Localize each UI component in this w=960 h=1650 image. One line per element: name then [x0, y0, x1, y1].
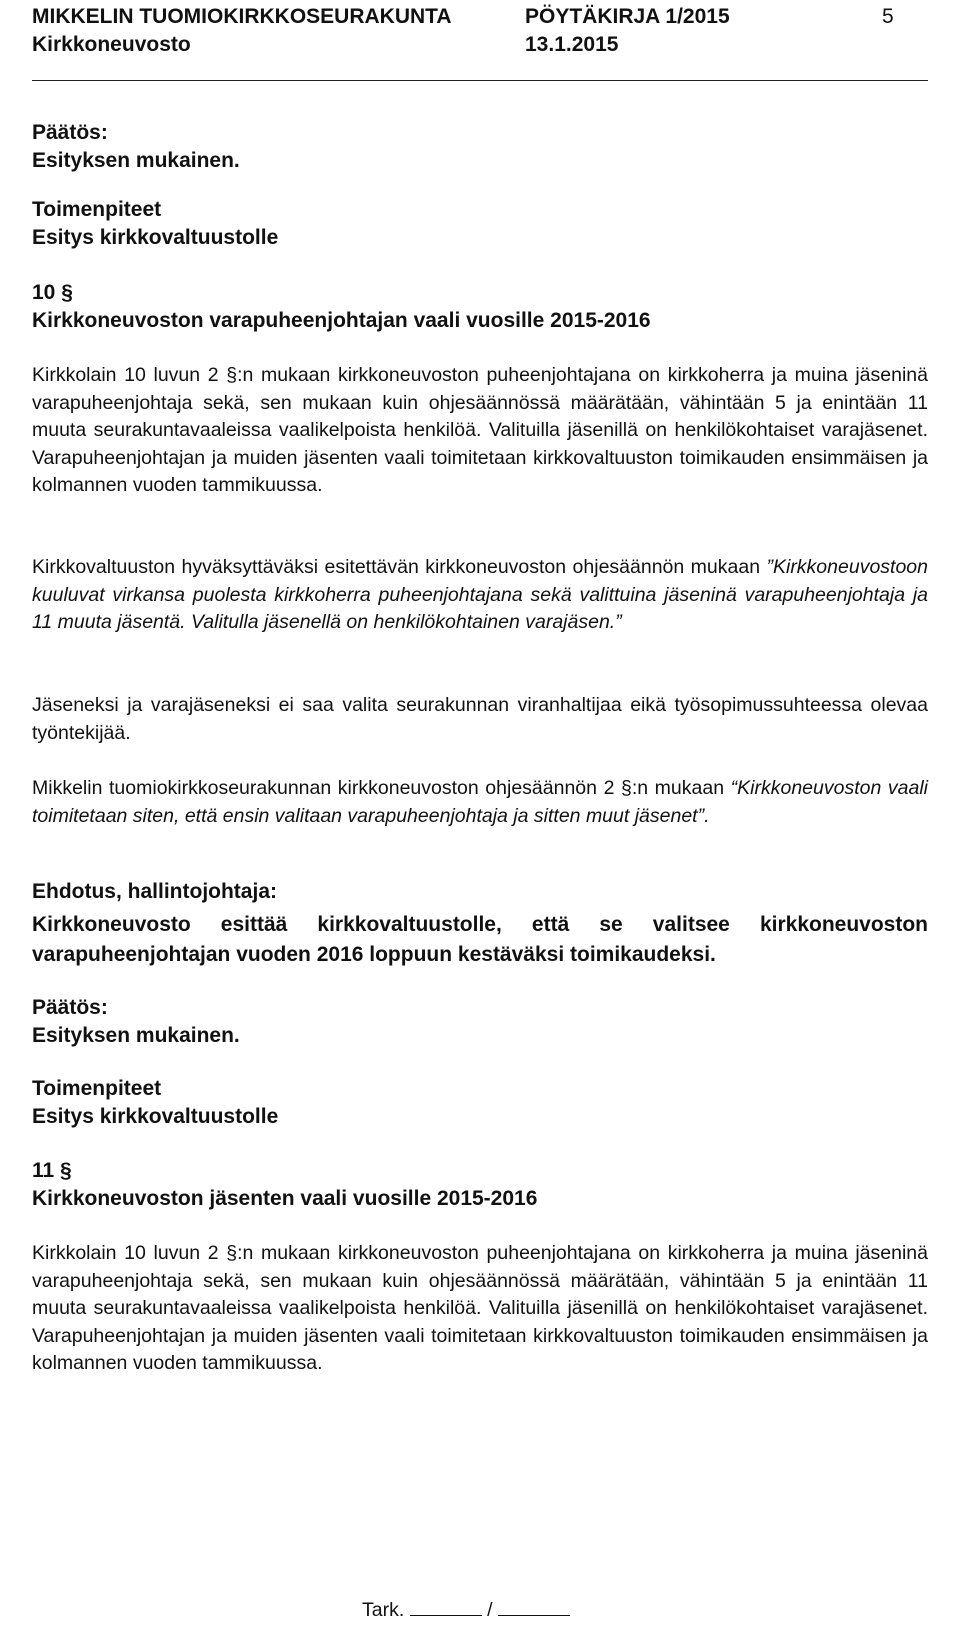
section-number: 11 § — [32, 1159, 72, 1182]
footer-separator: / — [487, 1599, 493, 1621]
header-page-number: 5 — [882, 5, 894, 28]
signature-blank — [410, 1599, 482, 1616]
decision-text: Esityksen mukainen. — [32, 1024, 240, 1047]
decision-label: Päätös: — [32, 996, 108, 1019]
header-org: MIKKELIN TUOMIOKIRKKOSEURAKUNTA — [32, 5, 452, 28]
section-title: Kirkkoneuvoston jäsenten vaali vuosille 2015-2016 — [32, 1187, 538, 1210]
decision-label: Päätös: — [32, 121, 108, 144]
section-paragraph — [32, 775, 928, 830]
header-body: Kirkkoneuvosto — [32, 33, 191, 56]
header-doc-title: PÖYTÄKIRJA 1/2015 — [525, 5, 730, 28]
actions-label: Toimenpiteet — [32, 198, 162, 221]
footer-label: Tark. — [362, 1599, 405, 1621]
section-title: Kirkkoneuvoston varapuheenjohtajan vaali vuosille 2015-2016 — [32, 309, 651, 332]
section-number: 10 § — [32, 281, 73, 304]
header-date: 13.1.2015 — [525, 33, 619, 56]
signature-blank — [498, 1599, 570, 1616]
proposal-text: Kirkkoneuvosto esittää kirkkovaltuustolle, että se valitsee kirkkoneuvoston varapuheenjohtajan vuoden 2016 loppuun kestäväksi toimikaudeksi. — [32, 913, 928, 966]
quoted-text: “Kirkkoneuvoston vaali toimitetaan siten, että ensin valitaan varapuheenjohtaja ja sitten muut jäsenet”. — [32, 777, 929, 827]
actions-text: Esitys kirkkovaltuustolle — [32, 226, 279, 249]
footer-check — [362, 1597, 570, 1623]
header-rule — [32, 80, 928, 81]
quoted-text: ”Kirkkoneuvostoon kuuluvat virkansa puolesta kirkkoherra puheenjohtajana sekä valittuina jäseninä varapuheenjohtaja ja 11 muuta jäsentä. Valitulla jäsenellä on henkilökohtainen varajäsen.” — [32, 556, 928, 634]
actions-label: Toimenpiteet — [32, 1077, 162, 1100]
actions-text: Esitys kirkkovaltuustolle — [32, 1105, 279, 1128]
section-paragraph: Kirkkolain 10 luvun 2 §:n mukaan kirkkoneuvoston puheenjohtajana on kirkkoherra ja muina jäseninä varapuheenjohtaja sekä, sen mukaan kuin ohjesäännössä määrätään, vähintään 5 ja enintään 11 muuta seurakuntavaaleissa vaalikelpoista henkilöä. Valituilla jäsenillä on henkilökohtaiset varajäsenet. Varapuheenjohtajan ja muiden jäsenten vaali toimitetaan kirkkovaltuuston toimikauden ensimmäisen ja kolmannen vuoden tammikuussa. — [32, 364, 928, 497]
section-paragraph: Kirkkolain 10 luvun 2 §:n mukaan kirkkoneuvoston puheenjohtajana on kirkkoherra ja muina jäseninä varapuheenjohtaja sekä, sen mukaan kuin ohjesäännössä määrätään, vähintään 5 ja enintään 11 muuta seurakuntavaaleissa vaalikelpoista henkilöä. Valituilla jäsenillä on henkilökohtaiset varajäsenet. Varapuheenjohtajan ja muiden jäsenten vaali toimitetaan kirkkovaltuuston toimikauden ensimmäisen ja kolmannen vuoden tammikuussa. — [32, 1242, 928, 1375]
paragraph-text: Kirkkovaltuuston hyväksyttäväksi esitettävän kirkkoneuvoston ohjesäännön mukaan — [32, 556, 761, 578]
decision-text: Esityksen mukainen. — [32, 149, 240, 172]
paragraph-text: Mikkelin tuomiokirkkoseurakunnan kirkkoneuvoston ohjesäännön 2 §:n mukaan — [32, 777, 725, 799]
section-paragraph: Jäseneksi ja varajäseneksi ei saa valita seurakunnan viranhaltijaa eikä työsopimussuhteessa olevaa työntekijää. — [32, 694, 928, 744]
proposal-label: Ehdotus, hallintojohtaja: — [32, 880, 277, 903]
section-paragraph — [32, 554, 928, 637]
